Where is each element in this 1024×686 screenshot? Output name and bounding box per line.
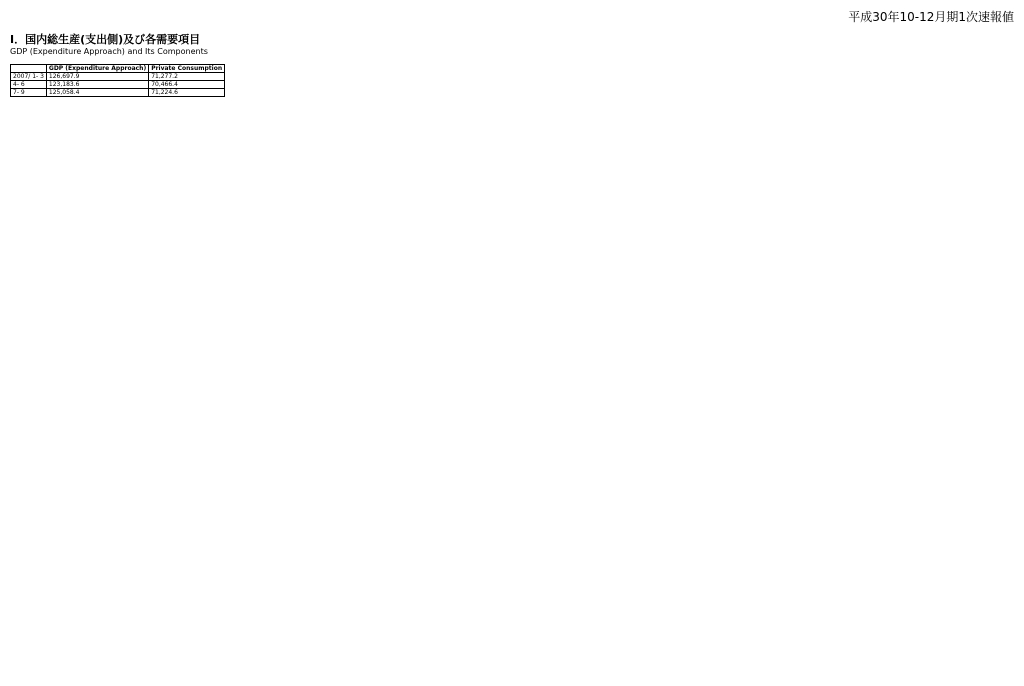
report-subtitle: GDP (Expenditure Approach) and Its Components <box>10 47 208 56</box>
report-id: 平成30年10-12月期1次速報値 <box>848 10 1014 24</box>
table-row: 7- 9 125,058.4 71,224.6 <box>11 89 225 97</box>
col-period <box>11 65 47 73</box>
table-row: 4- 6 123,183.6 70,466.4 <box>11 81 225 89</box>
data-table <box>10 64 225 97</box>
report-title: I．国内総生産(支出側)及び各需要項目 <box>10 33 201 46</box>
table-row: 2007/ 1- 3 126,697.9 71,277.2 <box>11 73 225 81</box>
col-pc: Private Consumption <box>149 65 225 73</box>
col-gdp: GDP (Expenditure Approach) <box>46 65 148 73</box>
